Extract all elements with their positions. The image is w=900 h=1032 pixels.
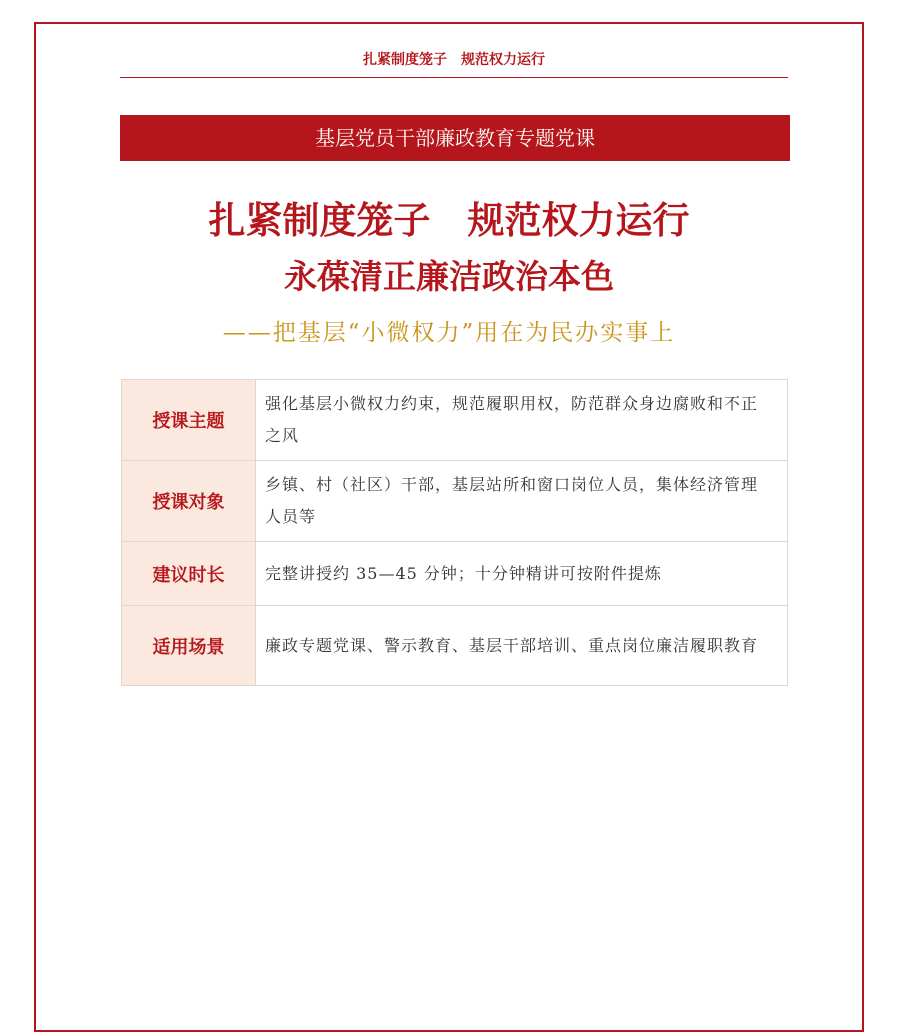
main-title-line-1: 扎紧制度笼子 规范权力运行 bbox=[208, 199, 690, 242]
row-value-duration: 完整讲授约 35—45 分钟；十分钟精讲可按附件提炼 bbox=[256, 542, 788, 606]
running-header: 扎紧制度笼子 规范权力运行 bbox=[363, 52, 545, 68]
lesson-info-table bbox=[121, 379, 788, 686]
table-row-audience bbox=[122, 461, 788, 542]
header-divider bbox=[120, 77, 788, 78]
main-title-line-2: 永葆清正廉洁政治本色 bbox=[284, 257, 614, 296]
row-value-topic: 强化基层小微权力约束，规范履职用权，防范群众身边腐败和不正之风 bbox=[256, 380, 788, 461]
table-row-duration bbox=[122, 542, 788, 606]
table-row-topic bbox=[122, 380, 788, 461]
row-label-audience: 授课对象 bbox=[122, 461, 256, 542]
topic-banner: 基层党员干部廉政教育专题党课 bbox=[120, 115, 790, 161]
row-label-topic: 授课主题 bbox=[122, 380, 256, 461]
subtitle: ——把基层“小微权力”用在为民办实事上 bbox=[222, 320, 676, 346]
row-value-audience: 乡镇、村（社区）干部，基层站所和窗口岗位人员，集体经济管理人员等 bbox=[256, 461, 788, 542]
row-label-duration: 建议时长 bbox=[122, 542, 256, 606]
table-row-scenario bbox=[122, 606, 788, 686]
row-label-scenario: 适用场景 bbox=[122, 606, 256, 686]
row-value-scenario: 廉政专题党课、警示教育、基层干部培训、重点岗位廉洁履职教育 bbox=[256, 606, 788, 686]
